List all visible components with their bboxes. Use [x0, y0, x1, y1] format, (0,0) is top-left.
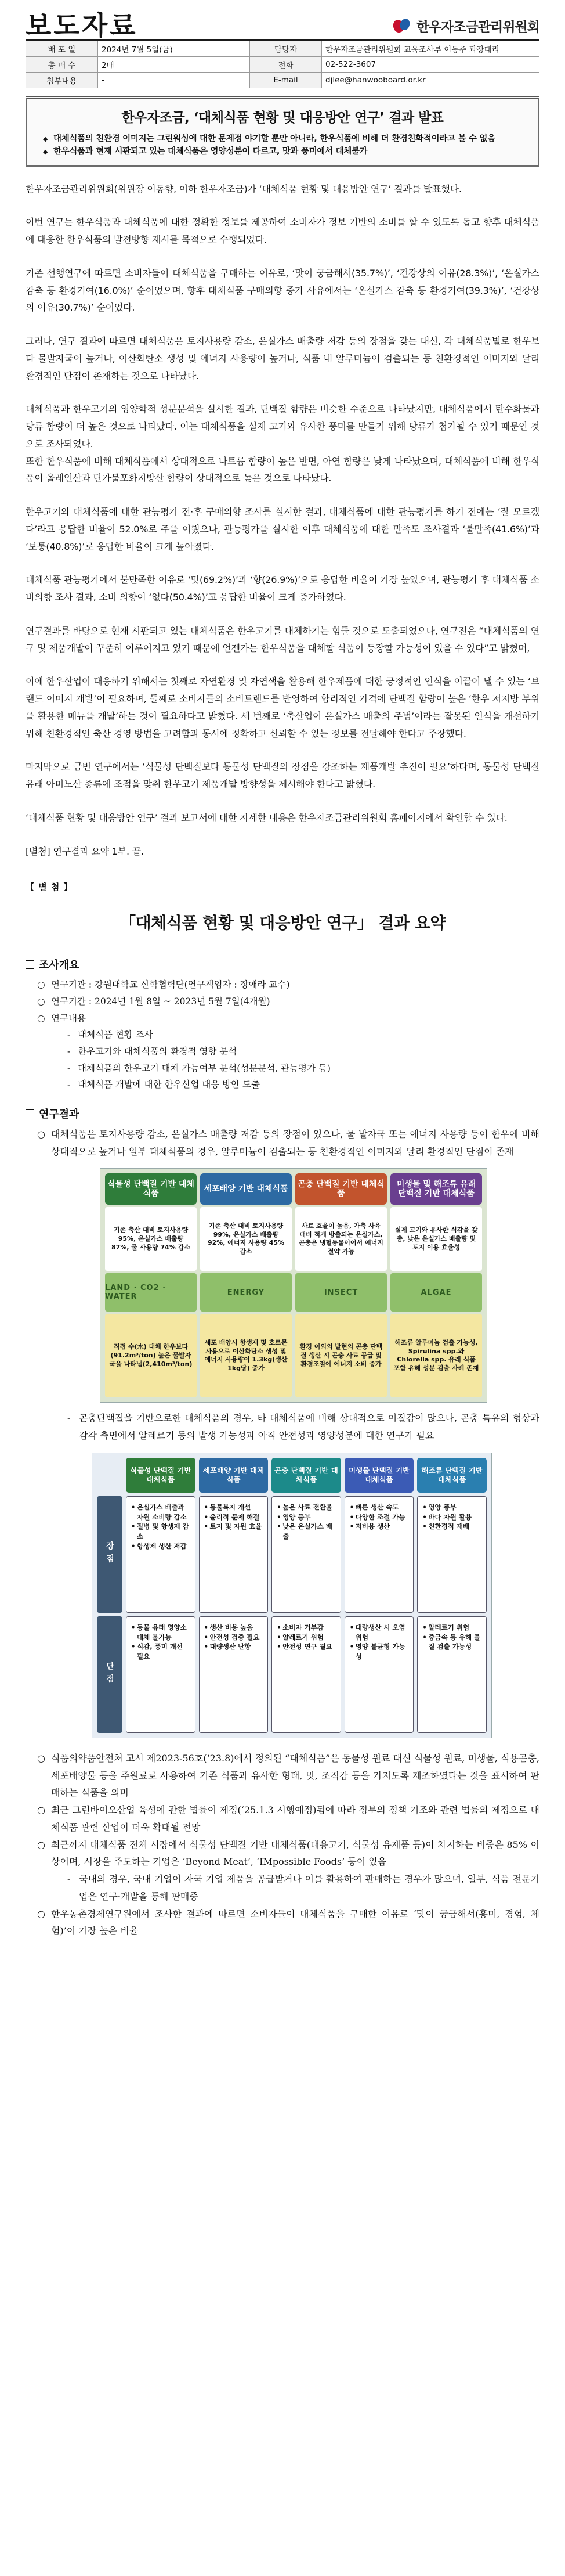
section-label: 연구결과 [39, 1108, 79, 1121]
result-sub-paragraph: - 곤충단백질을 기반으로한 대체식품의 경우, 타 대체식품에 비해 상대적으로 이질감이 많으나, 곤충 특유의 형상과 감각 측면에서 알레르기 등의 발생 가능성과 아직 안전성과 영양성분에 대한 연구가 필요 [26, 1410, 539, 1444]
grid-cell [345, 1496, 414, 1613]
grid-cell-item: • 영양 불균형 가능성 [350, 1642, 409, 1661]
grid-cell-item: • 높은 사료 전환율 [277, 1503, 336, 1512]
body-paragraph: 이에 한우산업이 대응하기 위해서는 첫째로 자연환경 및 자연색을 활용해 한우제품에 대한 긍정적인 인식을 이끌어 낼 수 있는 ‘브랜드 이미지 개발’이 필요하며, 둘째로 소비자들의 소비트렌드를 반영하여 합리적인 가격에 단백질 함량이 높은 ‘한우 저지방 부위를 활용한 메뉴를 개발’하는 것이 필요하다고 밝혔다. 세 번째로 ‘축산업이 온실가스 배출의 주범’이라는 잘못된 인식을 개선하기 위해 친환경적인 축산 경영 방법을 고려함과 동시에 정확하고 신뢰할 수 있는 정보를 전달해야 한다고 주장했다. [26, 676, 539, 739]
figure-band: LAND · CO2 · WATER [105, 1273, 197, 1312]
grid-cell-item: • 바다 자원 활용 [422, 1512, 481, 1522]
grid-column-head: 미생물 단백질 기반 대체식품 [345, 1458, 414, 1493]
grid-cell-item: • 대량생산 시 오염 위험 [350, 1623, 409, 1642]
grid-cell [417, 1616, 487, 1733]
figure-drawback-text: 직접 수(水) 대체 한우보다(91.2m³/ton) 높은 물발자국을 나타냄(2,410m³/ton) [105, 1314, 197, 1397]
section-heading-results [26, 1106, 539, 1121]
figure-band: ENERGY [200, 1273, 292, 1312]
annex-title: 「대체식품 현황 및 대응방안 연구」 결과 요약 [119, 913, 446, 933]
grid-cell-item: • 토지 및 자원 효율 [204, 1522, 263, 1532]
meta-row [26, 57, 539, 73]
grid-cell-item: • 안전성 연구 필요 [277, 1642, 336, 1652]
headline-box [26, 96, 539, 167]
grid-cell-item: • 빠른 생산 속도 [350, 1503, 409, 1512]
figure-drawback-text: 세포 배양시 항생제 및 호르몬 사용으로 이산화탄소 생성 및 에너지 사용량이 1.3kg(생산 1kg당) 증가 [200, 1314, 292, 1397]
grid-column-head: 식물성 단백질 기반 대체식품 [126, 1458, 195, 1493]
grid-cell-item: • 낮은 온실가스 배출 [277, 1522, 336, 1541]
meta-value: 한우자조금관리위원회 교육조사부 이동주 과장대리 [322, 41, 539, 57]
figure-band: INSECT [295, 1273, 387, 1312]
headline-bullet: ◆ 대체식품의 친환경 이미지는 그린워싱에 대한 문제점 야기할 뿐만 아니라, 한우식품에 비해 더 환경친화적이라고 볼 수 없음 [43, 133, 522, 146]
grid-cell-item: • 항생제 생산 저감 [131, 1541, 190, 1551]
grid-cell-item: • 동물복지 개선 [204, 1503, 263, 1512]
body-paragraph: 대체식품 관능평가에서 불만족한 이유로 ‘맛(69.2%)’과 ‘향(26.9%)’으로 응답한 비율이 가장 높았으며, 관능평가 후 대체식품 소비의향 조사 결과, 소비 의향이 ‘없다(50.4%)’고 응답한 비율이 크게 증가하였다. [26, 574, 539, 603]
figure-drawback-text: 해조류 알루미늄 검출 가능성, Spirulina spp.와 Chlorella spp. 유래 식품 포함 유해 성분 검출 사례 존재 [390, 1314, 482, 1397]
org-logo [392, 16, 539, 39]
headline-title: 한우자조금, ‘대체식품 현황 및 대응방안 연구’ 결과 발표 [121, 110, 444, 125]
grid-cell-item: • 알레르기 위험 [422, 1623, 481, 1633]
result-paragraph: ○ 대체식품은 토지사용량 감소, 온실가스 배출량 저감 등의 장점이 있으나, 물 발자국 또는 에너지 사용량 등이 한우에 비해 상대적으로 높거나 일부 대체식품의 경우, 알루미늄이 검출되는 등 친환경적인 이미지와 달리 환경적인 단점이 존재 [26, 1126, 539, 1161]
grid-cell-item: • 안전성 검증 필요 [204, 1633, 263, 1642]
grid-cell [126, 1496, 195, 1613]
checkbox-square-icon [26, 960, 34, 969]
grid-cell-item: • 영양 풍부 [277, 1512, 336, 1522]
grid-cell [199, 1616, 269, 1733]
grid-cell-item: • 중금속 등 유해 물질 검출 가능성 [422, 1633, 481, 1652]
body-paragraph: 이번 연구는 한우식품과 대체식품에 대한 정확한 정보를 제공하여 소비자가 정보 기반의 소비를 할 수 있도록 돕고 향후 대체식품에 대응한 한우식품의 발전방향 제시를 목적으로 수행되었다. [26, 217, 539, 245]
logo-icon [392, 17, 412, 35]
grid-column-head: 세포배양 기반 대체식품 [199, 1458, 269, 1493]
grid-corner [97, 1458, 122, 1493]
figure-advantage-text: 기존 축산 대비 토지사용량 99%, 온실가스 배출량 92%, 에너지 사용량 45% 감소 [200, 1207, 292, 1271]
grid-cell-item: • 알레르기 위험 [277, 1633, 336, 1642]
annex-tag: 【 별 첨 】 [26, 882, 73, 893]
section-label: 조사개요 [39, 959, 79, 972]
result-paragraph: ○ 최근 그린바이오산업 육성에 관한 법률이 제정(‘25.1.3 시행예정)됨에 따라 정부의 정책 기조와 관련 법률의 제정으로 대체식품 관련 산업이 더욱 확대될 전망 [26, 1802, 539, 1836]
checkbox-square-icon [26, 1109, 34, 1118]
figure-drawback-text: 환경 이외의 발현의 곤충 단백질 생산 시 곤충 사료 공급 및 환경조절에 에너지 소비 증가 [295, 1314, 387, 1397]
body-paragraph: 기존 선행연구에 따르면 소비자들이 대체식품을 구매하는 이유로, ‘맛이 궁금해서(35.7%)’, ‘건강상의 이유(28.3%)’, ‘온실가스 감축 등 환경기여(16.0%)’ 순이었으며, 향후 대체식품 구매의향 증가 사유에서는 ‘온실가스 감축 등 환경기여(39.3%)’, ‘건강상의 이유(30.7%)’ 순이었다. [26, 267, 539, 314]
grid-cell-item: • 윤리적 문제 해결 [204, 1512, 263, 1522]
grid-cell-item: • 영양 풍부 [422, 1503, 481, 1512]
environment-comparison-figure [100, 1168, 487, 1403]
meta-key: 첨부내용 [26, 73, 98, 88]
pros-cons-figure [92, 1453, 492, 1738]
result-paragraph: ○ 한우농촌경제연구원에서 조사한 결과에 따르면 소비자들이 대체식품을 구매한 이유로 ‘맛이 궁금해서(흥미, 경험, 체험)’이 가장 높은 비율 [26, 1905, 539, 1940]
grid-cell-item: • 대량생산 난항 [204, 1642, 263, 1652]
grid-column-head: 해조류 단백질 기반 대체식품 [417, 1458, 487, 1493]
overview-item: ○ 연구기관 : 강원대학교 산학협력단(연구책임자 : 장애라 교수) [26, 977, 539, 993]
content-item: - 한우고기와 대체식품의 환경적 영향 분석 [26, 1043, 539, 1060]
grid-cell [345, 1616, 414, 1733]
grid-cell [417, 1496, 487, 1613]
meta-row [26, 73, 539, 88]
content-item: - 대체식품의 한우고기 대체 가능여부 분석(성분분석, 관능평가 등) [26, 1060, 539, 1077]
release-body [26, 181, 539, 860]
overview-item: ○ 연구내용 [26, 1010, 539, 1027]
grid-cell-item: • 온실가스 배출과 자원 소비량 감소 [131, 1503, 190, 1522]
meta-key: 담당자 [250, 41, 322, 57]
figure-advantage-text: 사료 효율이 높음, 가축 사육 대비 적게 방출되는 온실가스, 곤충은 냉혈동물이어서 에너지 절약 가능 [295, 1207, 387, 1271]
content-item: - 대체식품 개발에 대한 한우산업 대응 방안 도출 [26, 1076, 539, 1093]
headline-bullet: ◆ 한우식품과 현재 시판되고 있는 대체식품은 영양성분이 다르고, 맛과 풍미에서 대체불가 [43, 146, 522, 158]
result-paragraph: ○ 최근까지 대체식품 전체 시장에서 식물성 단백질 기반 대체식품(대용고기, 식물성 유제품 등)이 차지하는 비중은 85% 이상이며, 시장을 주도하는 기업은 ‘Beyond Meat’, ‘IMpossible Foods’ 등이 있음 [26, 1836, 539, 1871]
body-paragraph: 한우고기와 대체식품에 대한 관능평가 전·후 구매의향 조사를 실시한 결과, 대체식품에 대한 관능평가를 하기 전에는 ‘잘 모르겠다’라고 응답한 비율이 52.0%로 주를 이뤘으나, 관능평가를 실시한 이후 대체식품에 대한 만족도 조사결과 ‘불만족(41.6%)’과 ‘보통(40.8%)’로 응답한 비율이 크게 높아졌다. [26, 506, 539, 552]
body-paragraph: ‘대체식품 현황 및 대응방안 연구’ 결과 보고서에 대한 자세한 내용은 한우자조금관리위원회 홈페이지에서 확인할 수 있다. [26, 812, 508, 823]
meta-key: 전화 [250, 57, 322, 73]
body-paragraph: 그러나, 연구 결과에 따르면 대체식품은 토지사용량 감소, 온실가스 배출량 저감 등의 장점을 갖는 대신, 각 대체식품별로 한우보다 물발자국이 높거나, 이산화탄소 생성 및 에너지 사용량이 높거나, 식품 내 알루미늄이 검출되는 등 친환경적인 이미지와 달리 환경적인 단점이 존재하는 것으로 나타났다. [26, 336, 539, 381]
body-paragraph: 또한 한우식품에 비해 대체식품에서 상대적으로 나트륨 함량이 높은 반면, 아연 함량은 낮게 나타났으며, 대체식품에 비해 한우식품이 올레인산과 단가불포화지방산 함량이 상대적으로 높은 것으로 나타났다. [26, 455, 539, 484]
meta-key: E-mail [250, 73, 322, 88]
content-item: - 대체식품 현황 조사 [26, 1026, 539, 1043]
figure-column-head: 세포배양 기반 대체식품 [200, 1173, 292, 1205]
grid-column-head: 곤충 단백질 기반 대체식품 [271, 1458, 341, 1493]
grid-cell-item: • 다양한 조절 가능 [350, 1512, 409, 1522]
figure-band: ALGAE [390, 1273, 482, 1312]
meta-value: - [98, 73, 250, 88]
grid-cell-item: • 동물 유래 영양소 대체 불가능 [131, 1623, 190, 1642]
meta-row [26, 41, 539, 57]
grid-row-head: 단점 [97, 1616, 122, 1733]
figure-column [390, 1173, 482, 1397]
grid-cell-item: • 저비용 생산 [350, 1522, 409, 1532]
body-paragraph: 연구결과를 바탕으로 현재 시판되고 있는 대체식품은 한우고기를 대체하기는 힘들 것으로 도출되었으나, 연구진은 “대체식품의 연구 및 제품개발이 꾸준히 이루어지고 있기 때문에 언젠가는 한우식품을 대체할 식품이 등장할 가능성이 있을 수 있다”고 밝혔며, [26, 625, 539, 654]
press-release-title: 보도자료 [26, 10, 138, 41]
figure-column-head: 식물성 단백질 기반 대체식품 [105, 1173, 197, 1205]
grid-cell-item: • 친환경적 재배 [422, 1522, 481, 1532]
meta-value: 2매 [98, 57, 250, 73]
grid-cell [271, 1496, 341, 1613]
meta-key: 총 매 수 [26, 57, 98, 73]
release-meta-table [26, 41, 539, 88]
body-paragraph: 대체식품과 한우고기의 영양학적 성분분석을 실시한 결과, 단백질 함량은 비슷한 수준으로 나타났지만, 대체식품에서 탄수화물과 당류 함량이 더 높은 것으로 나타났다. 이는 대체식품을 실제 고기와 유사한 풍미를 만들기 위해 당류가 첨가될 수 있기 때문인 것으로 조사되었다. [26, 403, 539, 449]
grid-cell [271, 1616, 341, 1733]
figure-advantage-text: 실제 고기와 유사한 식감을 갖춤, 낮은 온실가스 배출량 및 토지 이용 효율성 [390, 1207, 482, 1271]
body-paragraph: 마지막으로 금번 연구에서는 ‘식물성 단백질보다 동물성 단백질의 장점을 강조하는 제품개발 추진이 필요’하다며, 동물성 단백질 유래 아미노산 종류에 조점을 맞춰 한우고기 제품개발 방향성을 제시해야 한다고 밝혔다. [26, 761, 539, 790]
email-link[interactable]: djlee@hanwooboard.or.kr [322, 73, 539, 88]
logo-text: 한우자조금관리위원회 [416, 20, 539, 35]
meta-key: 배 포 일 [26, 41, 98, 57]
grid-cell [126, 1616, 195, 1733]
press-header [26, 0, 539, 41]
grid-row-head: 장점 [97, 1496, 122, 1613]
grid-cell [199, 1496, 269, 1613]
grid-cell-item: • 질병 및 항생제 감소 [131, 1522, 190, 1541]
figure-column [200, 1173, 292, 1397]
grid-cell-item: • 식감, 풍미 개선 필요 [131, 1642, 190, 1661]
section-heading-overview [26, 957, 539, 972]
figure-advantage-text: 기존 축산 대비 토지사용량 95%, 온실가스 배출량 87%, 물 사용량 74% 감소 [105, 1207, 197, 1271]
body-paragraph: 한우자조금관리위원회(위원장 이동향, 이하 한우자조금)가 ‘대체식품 현황 및 대응방안 연구’ 결과를 발표했다. [26, 183, 462, 194]
grid-cell-item: • 생산 비용 높음 [204, 1623, 263, 1633]
grid-cell-item: • 소비자 거부감 [277, 1623, 336, 1633]
overview-item: ○ 연구기간 : 2024년 1월 8일 ~ 2023년 5월 7일(4개월) [26, 993, 539, 1010]
result-sub-paragraph: - 국내의 경우, 국내 기업이 자국 기업 제품을 공급받거나 이를 활용하여 판매하는 경우가 많으며, 일부, 식품 전문기업은 연구·개발을 통해 판매중 [26, 1871, 539, 1905]
meta-value: 2024년 7월 5일(금) [98, 41, 250, 57]
figure-column-head: 미생물 및 해조류 유래 단백질 기반 대체식품 [390, 1173, 482, 1205]
meta-value: 02-522-3607 [322, 57, 539, 73]
figure-column-head: 곤충 단백질 기반 대체식품 [295, 1173, 387, 1205]
figure-column [105, 1173, 197, 1397]
figure-column [295, 1173, 387, 1397]
result-paragraph: ○ 식품의약품안전처 고시 제2023-56호(‘23.8)에서 정의된 “대체식품”은 동물성 원료 대신 식물성 원료, 미생물, 식용곤충, 세포배양물 등을 주원료로 사용하여 기존 식품과 유사한 형태, 맛, 조직감 등을 가지도록 제조하였다는 것을 표시하여 판매하는 식품을 의미 [26, 1750, 539, 1802]
attachment-note: [별첨] 연구결과 요약 1부. 끝. [26, 845, 144, 857]
